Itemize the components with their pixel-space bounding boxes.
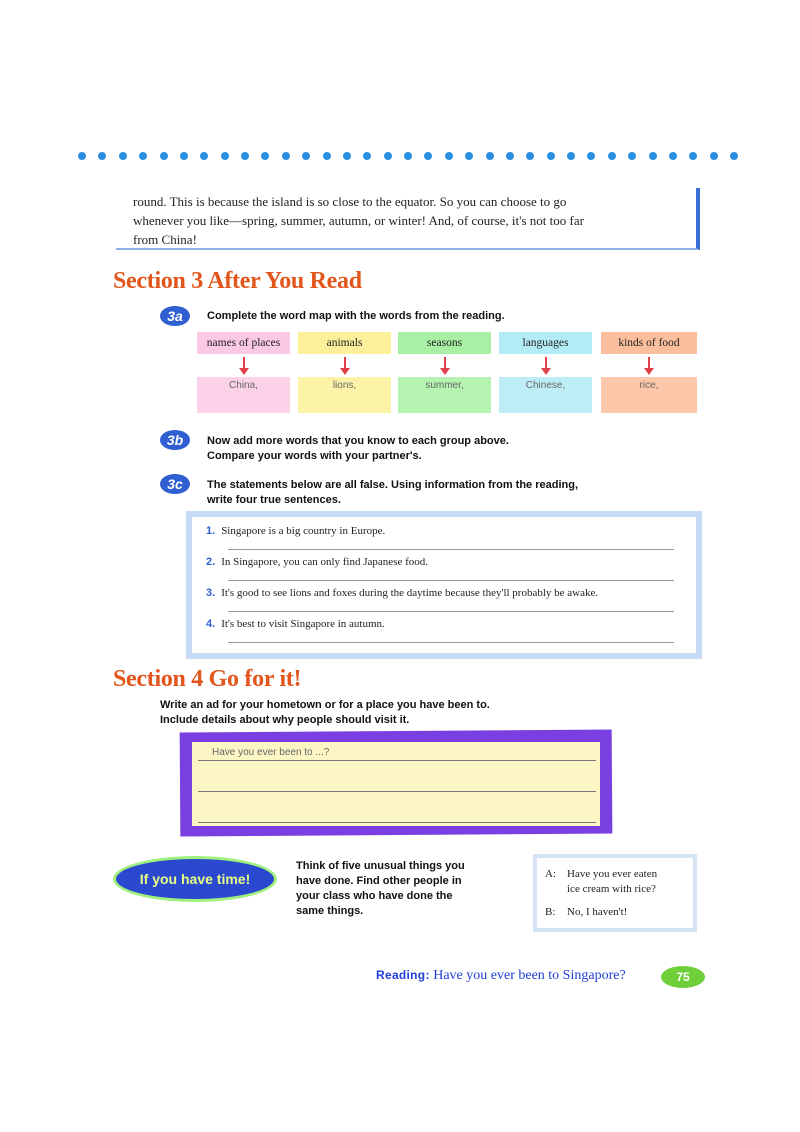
word-map-answer[interactable]: rice, — [601, 377, 697, 413]
divider-dot — [384, 152, 392, 160]
ad-line-2[interactable] — [198, 791, 596, 792]
exercise-3c-badge: 3c — [160, 474, 190, 494]
reading-excerpt — [133, 192, 693, 249]
extra-line-1: Think of five unusual things you — [296, 860, 465, 872]
divider-dot — [119, 152, 127, 160]
page-footer — [376, 968, 626, 984]
reading-line-1: round. This is because the island is so close to the equator. So you can choose to go — [133, 194, 567, 209]
if-you-have-time-badge: If you have time! — [113, 856, 277, 902]
divider-dot — [200, 152, 208, 160]
divider-dot — [363, 152, 371, 160]
divider-dot — [710, 152, 718, 160]
statement-3 — [206, 587, 676, 599]
statement-2 — [206, 556, 676, 568]
dialog-b-line: No, I haven't! — [567, 906, 628, 918]
exercise-3b-line-1: Now add more words that you know to each group above. — [207, 435, 509, 447]
statement-number: 1. — [206, 525, 216, 537]
divider-dot — [486, 152, 494, 160]
exercise-3a-badge: 3a — [160, 306, 190, 326]
page-number: 75 — [661, 966, 705, 988]
ad-line-3[interactable] — [198, 822, 596, 823]
dialog-a-line-1: Have you ever eaten — [567, 868, 658, 880]
section-4-line-1: Write an ad for your hometown or for a place you have been to. — [160, 699, 490, 711]
exercise-3c-line-2: write four true sentences. — [207, 494, 341, 506]
answer-line-3[interactable] — [228, 611, 674, 612]
divider-dot — [323, 152, 331, 160]
word-map-category: names of places — [197, 332, 290, 354]
statement-text: It's best to visit Singapore in autumn. — [221, 618, 385, 630]
statement-4 — [206, 618, 676, 630]
divider-dot — [628, 152, 636, 160]
section-4-title: Section 4 Go for it! — [113, 666, 302, 692]
divider-dot — [424, 152, 432, 160]
reading-line-2: whenever you like—spring, summer, autumn, or winter! And, of course, it's not too far — [133, 213, 584, 228]
divider-dot — [180, 152, 188, 160]
divider-dot — [649, 152, 657, 160]
divider-dot — [567, 152, 575, 160]
divider-dot — [78, 152, 86, 160]
word-map-category: languages — [499, 332, 592, 354]
extra-instruction — [296, 859, 465, 919]
statement-text: In Singapore, you can only find Japanese food. — [221, 556, 428, 568]
word-map-category: animals — [298, 332, 391, 354]
dialog-b-label: B: — [545, 906, 556, 918]
divider-dot — [587, 152, 595, 160]
dotted-divider — [78, 148, 738, 164]
arrow-down-icon — [644, 368, 654, 375]
exercise-3b-instruction — [207, 434, 509, 464]
word-map-answer[interactable]: lions, — [298, 377, 391, 413]
exercise-3c-line-1: The statements below are all false. Using information from the reading, — [207, 479, 579, 491]
divider-dot — [506, 152, 514, 160]
divider-dot — [139, 152, 147, 160]
divider-dot — [445, 152, 453, 160]
section-4-instruction — [160, 698, 490, 728]
word-map-answer[interactable]: summer, — [398, 377, 491, 413]
answer-line-2[interactable] — [228, 580, 674, 581]
reading-line-3: from China! — [133, 232, 197, 247]
word-map-category: seasons — [398, 332, 491, 354]
arrow-down-icon — [440, 368, 450, 375]
ad-prompt: Have you ever been to ...? — [212, 747, 330, 758]
divider-dot — [160, 152, 168, 160]
extra-line-3: your class who have done the — [296, 890, 453, 902]
footer-label: Reading: — [376, 968, 430, 982]
statement-number: 4. — [206, 618, 216, 630]
divider-dot — [302, 152, 310, 160]
statement-1 — [206, 525, 676, 537]
divider-dot — [465, 152, 473, 160]
divider-dot — [669, 152, 677, 160]
divider-dot — [608, 152, 616, 160]
statement-number: 3. — [206, 587, 216, 599]
exercise-3a-instruction: Complete the word map with the words from the reading. — [207, 310, 505, 322]
answer-line-1[interactable] — [228, 549, 674, 550]
arrow-down-icon — [239, 368, 249, 375]
exercise-3c-instruction — [207, 478, 578, 508]
divider-dot — [343, 152, 351, 160]
statement-text: Singapore is a big country in Europe. — [221, 525, 386, 537]
divider-dot — [547, 152, 555, 160]
dialog-a-line-2: ice cream with rice? — [567, 883, 656, 895]
footer-title: Have you ever been to Singapore? — [433, 968, 626, 983]
word-map-category: kinds of food — [601, 332, 697, 354]
divider-dot — [282, 152, 290, 160]
extra-line-2: have done. Find other people in — [296, 875, 462, 887]
statement-text: It's good to see lions and foxes during the daytime because they'll probably be awake. — [221, 587, 599, 599]
word-map-answer[interactable]: Chinese, — [499, 377, 592, 413]
divider-dot — [241, 152, 249, 160]
divider-dot — [221, 152, 229, 160]
divider-dot — [730, 152, 738, 160]
divider-dot — [98, 152, 106, 160]
dialog-a-label: A: — [545, 868, 556, 880]
divider-dot — [404, 152, 412, 160]
section-3-title: Section 3 After You Read — [113, 268, 362, 294]
example-dialog — [533, 854, 697, 932]
ad-line-1[interactable] — [198, 760, 596, 761]
divider-dot — [261, 152, 269, 160]
arrow-down-icon — [340, 368, 350, 375]
statement-number: 2. — [206, 556, 216, 568]
exercise-3b-badge: 3b — [160, 430, 190, 450]
section-4-line-2: Include details about why people should visit it. — [160, 714, 410, 726]
arrow-down-icon — [541, 368, 551, 375]
extra-line-4: same things. — [296, 905, 364, 917]
answer-line-4[interactable] — [228, 642, 674, 643]
exercise-3b-line-2: Compare your words with your partner's. — [207, 450, 422, 462]
word-map-answer[interactable]: China, — [197, 377, 290, 413]
divider-dot — [689, 152, 697, 160]
divider-dot — [526, 152, 534, 160]
